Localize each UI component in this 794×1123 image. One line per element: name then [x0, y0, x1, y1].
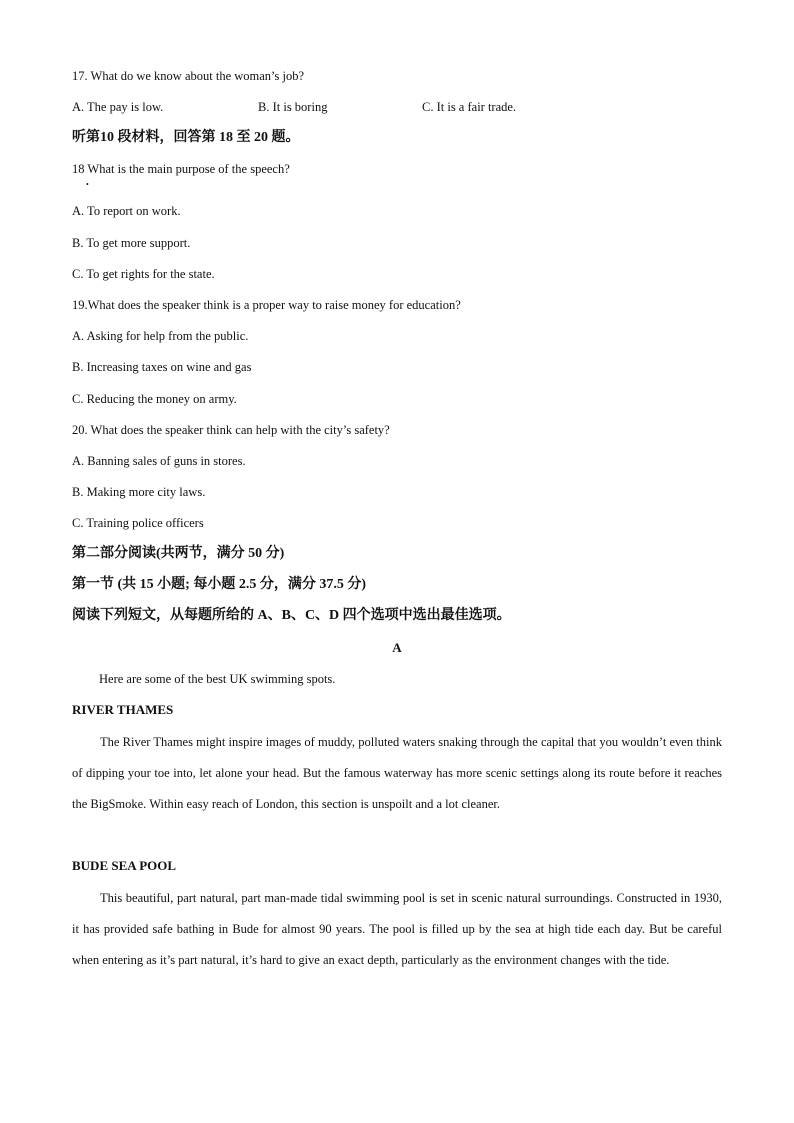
part-heading: 第二部分阅读(共两节，满分 50 分)	[72, 546, 285, 561]
option-c: C. Reducing the money on army.	[72, 392, 237, 406]
option-b: B. To get more support.	[72, 236, 191, 250]
option-a: A. To report on work.	[72, 204, 181, 218]
question-text: 20. What does the speaker think can help with the city’s safety?	[72, 423, 390, 437]
option-b: B. Increasing taxes on wine and gas	[72, 360, 252, 374]
option-b: B. Making more city laws.	[72, 485, 206, 499]
question-text: 17. What do we know about the woman’s job?	[72, 69, 305, 83]
passage-title: A	[392, 640, 402, 655]
spot-heading-river-thames: RIVER THAMES	[72, 702, 174, 717]
options-row	[72, 99, 722, 115]
question-text: 19.What does the speaker think is a proper way to raise money for education?	[72, 298, 461, 312]
option-b: B. It is boring	[258, 100, 328, 114]
option-c: C. Training police officers	[72, 516, 204, 530]
option-c: C. To get rights for the state.	[72, 267, 215, 281]
option-a: A. The pay is low.	[72, 100, 164, 114]
section-heading: 听第10 段材料，回答第 18 至 20 题。	[72, 130, 300, 145]
passage-intro: Here are some of the best UK swimming spots.	[99, 672, 336, 686]
river-thames-paragraph: The River Thames might inspire images of muddy, polluted waters snaking through the capital that you wouldn’t even think of dipping your toe into, let alone your head. But the famous waterway has more scenic settings along its route before it reaches the BigSmoke. Within easy reach of London, this section is unspoilt and a lot cleaner.	[72, 735, 722, 811]
option-a: A. Banning sales of guns in stores.	[72, 454, 246, 468]
instructions: 阅读下列短文，从每题所给的 A、B、C、D 四个选项中选出最佳选项。	[72, 608, 511, 623]
option-c: C. It is a fair trade.	[422, 100, 517, 114]
section-heading: 第一节 (共 15 小题; 每小题 2.5 分，满分 37.5 分)	[72, 577, 366, 592]
bude-sea-pool-paragraph: This beautiful, part natural, part man-made tidal swimming pool is set in scenic natural surroundings. Constructed in 1930, it has provided safe bathing in Bude for almost 90 years. The pool is filled up by the sea at high tide each day. But be careful when entering as it’s part natural, it’s hard to give an exact depth, particularly as the environment changes with the tide.	[72, 891, 722, 967]
option-a: A. Asking for help from the public.	[72, 329, 249, 343]
stray-dot: •	[86, 180, 89, 189]
question-text: 18 What is the main purpose of the speech?	[72, 162, 290, 176]
spot-heading-bude-sea-pool: BUDE SEA POOL	[72, 858, 177, 873]
